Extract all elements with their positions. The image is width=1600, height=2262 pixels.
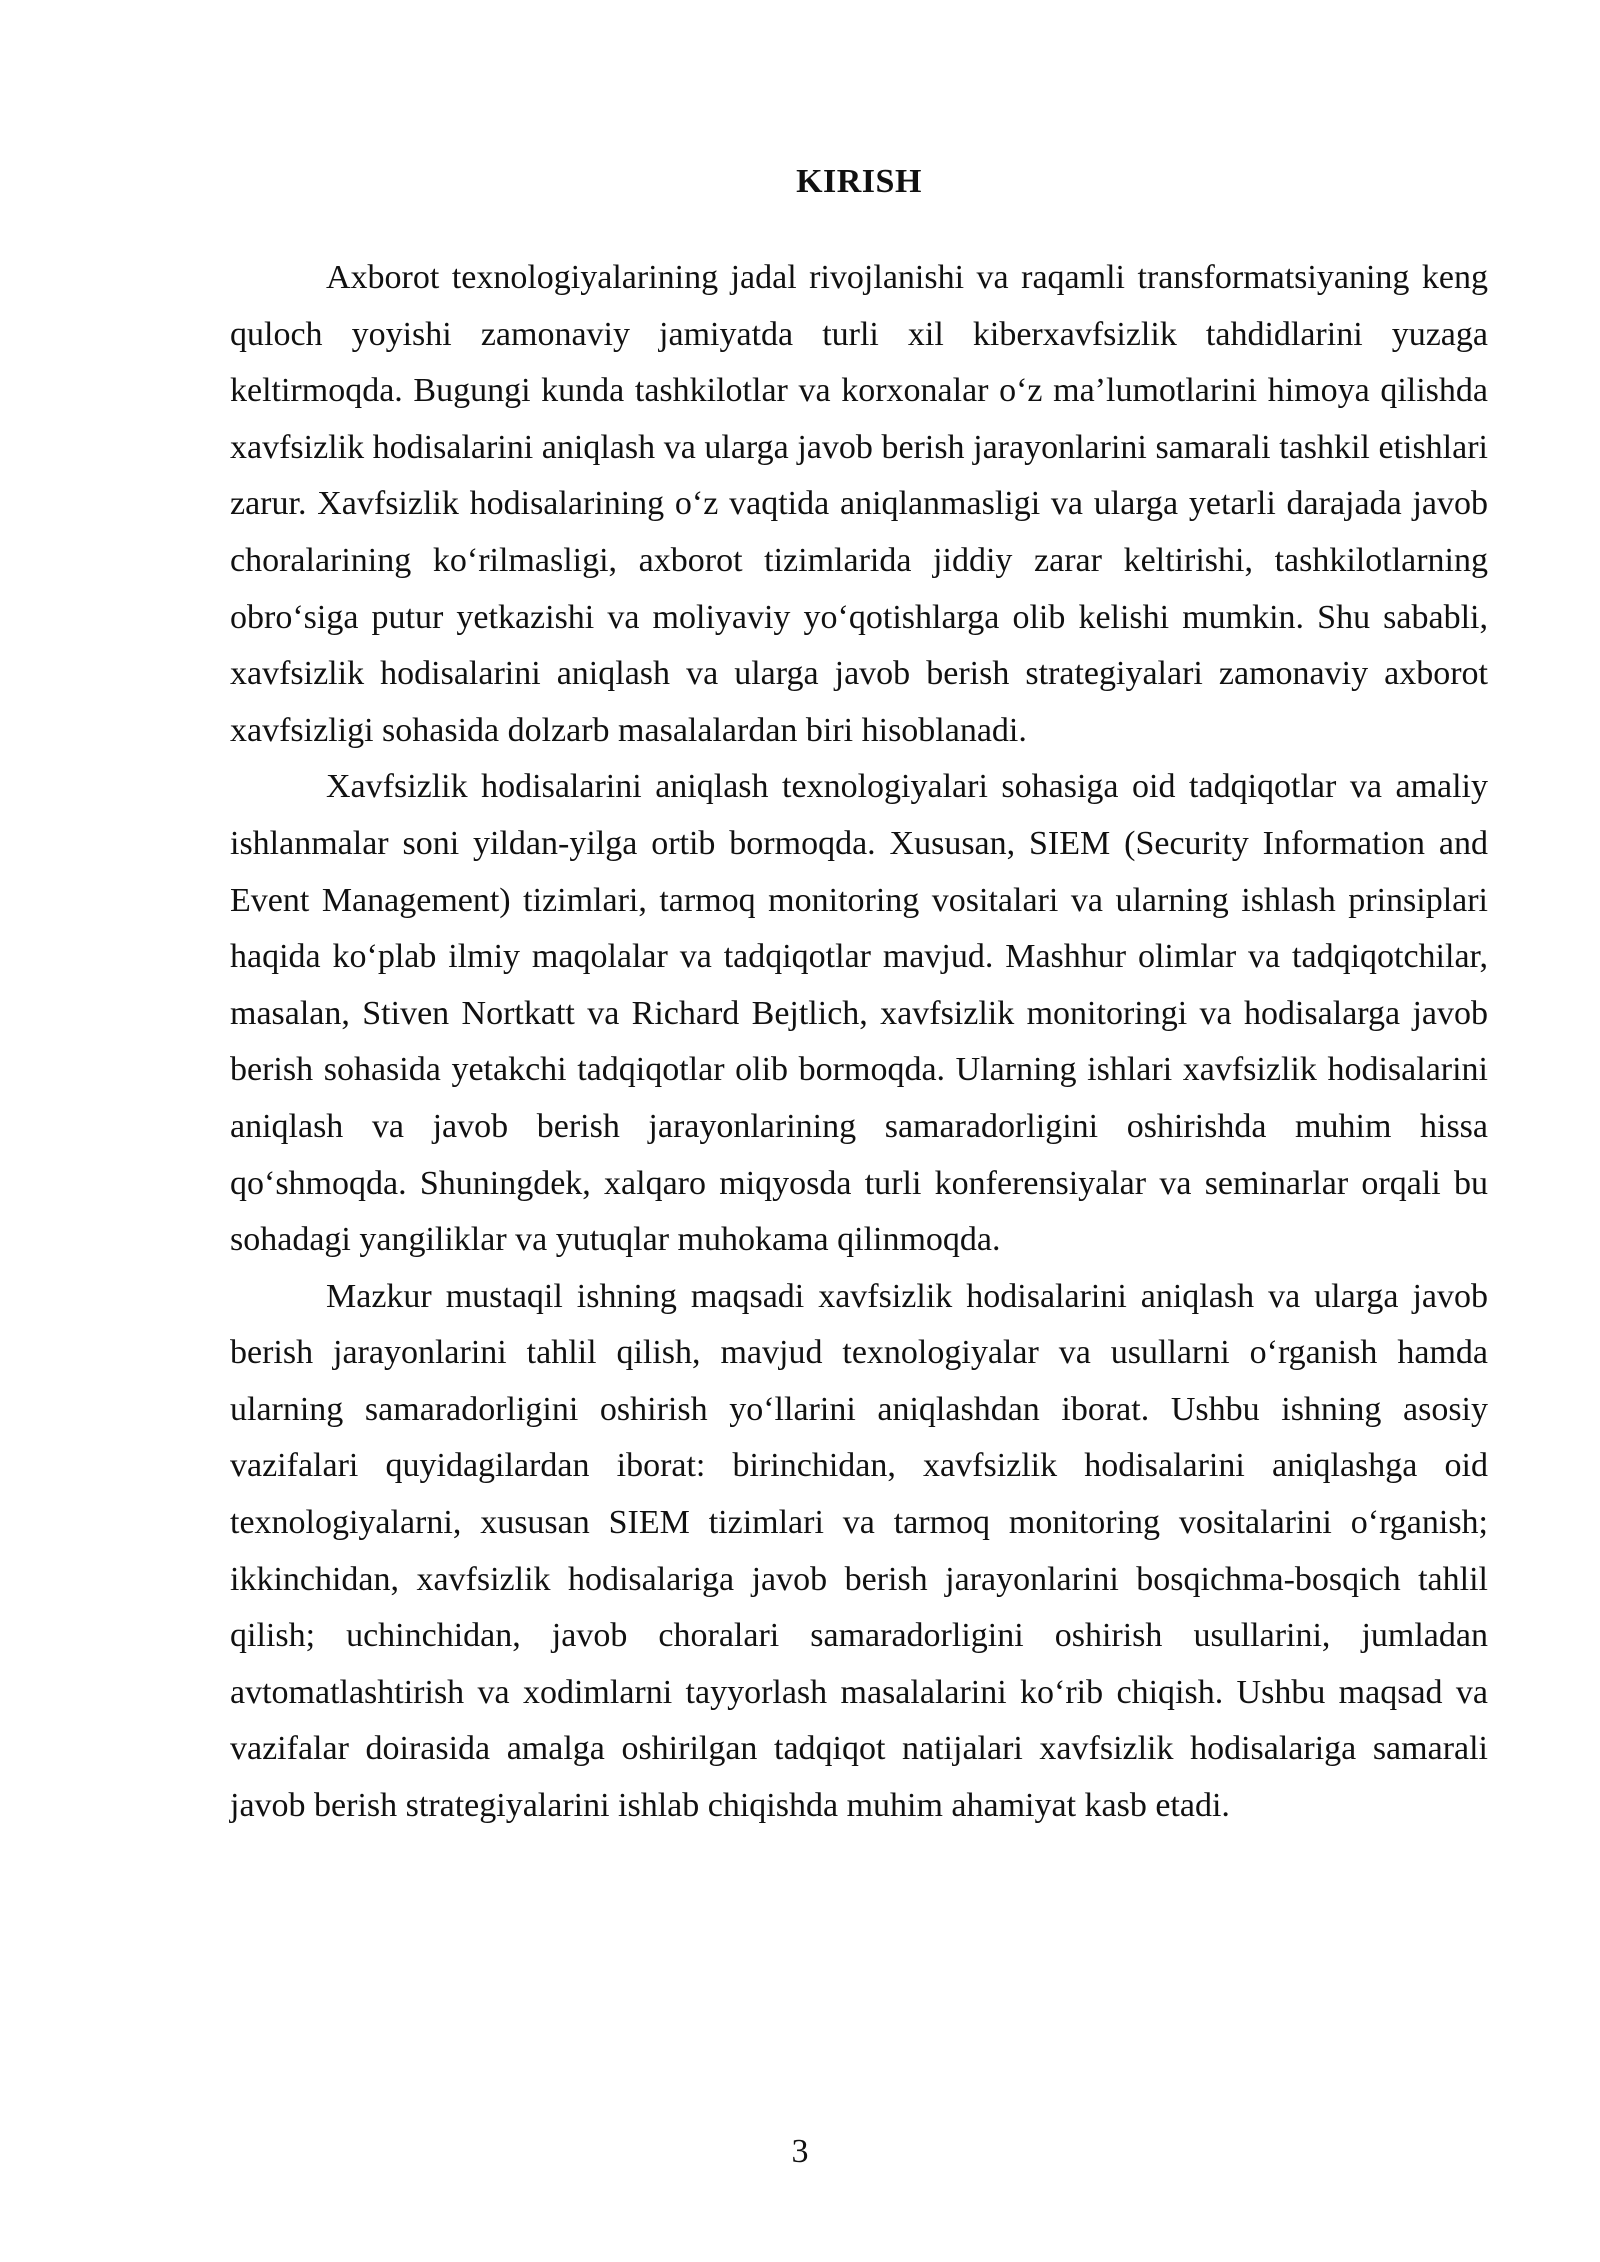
page-number: 3 [791,2133,809,2170]
page-title: KIRISH [796,163,922,200]
paragraph-3: Mazkur mustaqil ishning maqsadi xavfsizlik hodisalarini aniqlash va ularga javob berish jarayonlarini tahlil qilish, mavjud texnologiyalar va usullarni o‘rganish hamda ularning samaradorligini oshirish yo‘llarini aniqlashdan iborat. Ushbu ishning asosiy vazifalari quyidagilardan iborat: birinchidan, xavfsizlik hodisalarini aniqlashga oid texnologiyalarni, xususan SIEM tizimlari va tarmoq monitoring vositalarini o‘rganish; ikkinchidan, xavfsizlik hodisalariga javob berish jarayonlarini bosqichma-bosqich tahlil qilish; uchinchidan, javob choralari samaradorligini oshirish usullarini, jumladan avtomatlashtirish va xodimlarni tayyorlash masalalarini ko‘rib chiqish. Ushbu maqsad va vazifalar doirasida amalga oshirilgan tadqiqot natijalari xavfsizlik hodisalariga samarali javob berish strategiyalarini ishlab chiqishda muhim ahamiyat kasb etadi. [230,1277,1488,1825]
body-text [230,250,1488,1835]
paragraph-2: Xavfsizlik hodisalarini aniqlash texnologiyalari sohasiga oid tadqiqotlar va amaliy ishlanmalar soni yildan-yilga ortib bormoqda. Xususan, SIEM (Security Information and Event Management) tizimlari, tarmoq monitoring vositalari va ularning ishlash prinsiplari haqida ko‘plab ilmiy maqolalar va tadqiqotlar mavjud. Mashhur olimlar va tadqiqotchilar, masalan, Stiven Nortkatt va Richard Bejtlich, xavfsizlik monitoringi va hodisalarga javob berish sohasida yetakchi tadqiqotlar olib bormoqda. Ularning ishlari xavfsizlik hodisalarini aniqlash va javob berish jarayonlarining samaradorligini oshirishda muhim hissa qo‘shmoqda. Shuningdek, xalqaro miqyosda turli konferensiyalar va seminarlar orqali bu sohadagi yangiliklar va yutuqlar muhokama qilinmoqda. [230,768,1488,1259]
paragraph-1: Axborot texnologiyalarining jadal rivojlanishi va raqamli transformatsiyaning keng quloch yoyishi zamonaviy jamiyatda turli xil kiberxavfsizlik tahdidlarini yuzaga keltirmoqda. Bugungi kunda tashkilotlar va korxonalar o‘z ma’lumotlarini himoya qilishda xavfsizlik hodisalarini aniqlash va ularga javob berish jarayonlarini samarali tashkil etishlari zarur. Xavfsizlik hodisalarining o‘z vaqtida aniqlanmasligi va ularga yetarli darajada javob choralarining ko‘rilmasligi, axborot tizimlarida jiddiy zarar keltirishi, tashkilotlarning obro‘siga putur yetkazishi va moliyaviy yo‘qotishlarga olib kelishi mumkin. Shu sababli, xavfsizlik hodisalarini aniqlash va ularga javob berish strategiyalari zamonaviy axborot xavfsizligi sohasida dolzarb masalalardan biri hisoblanadi. [230,259,1488,749]
